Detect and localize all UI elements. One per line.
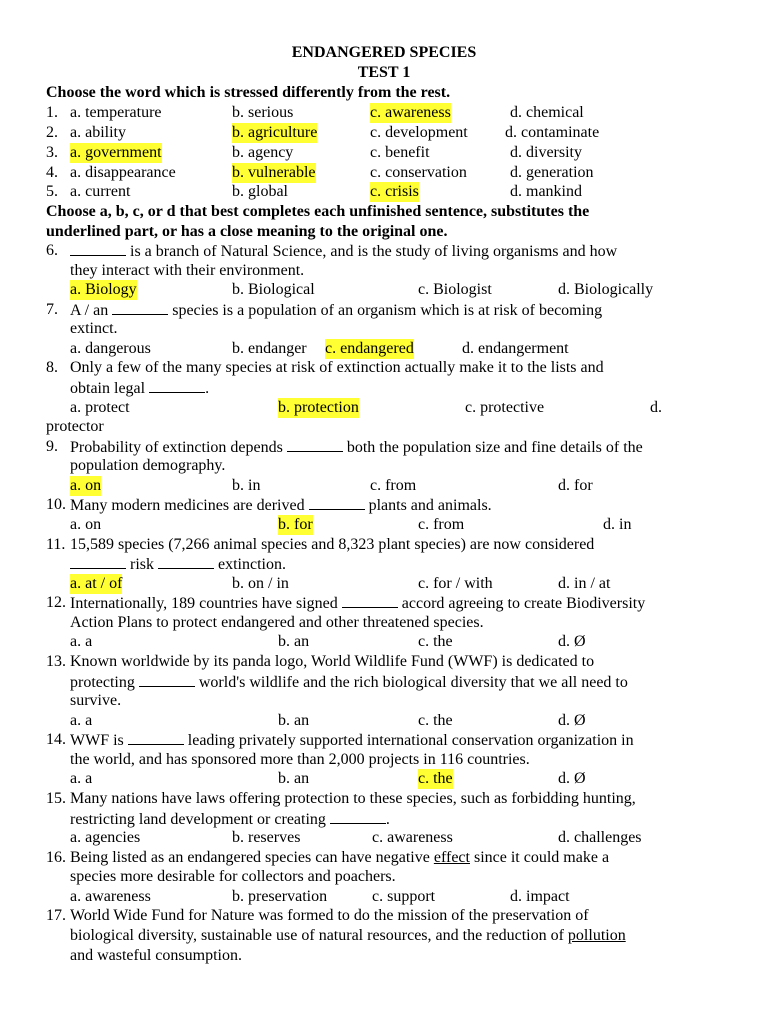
question-number: 15. xyxy=(46,790,66,807)
section2-instruction-line2: underlined part, or has a close meaning to the original one. xyxy=(46,223,448,240)
stem-text: world's wildlife and the rich biological diversity that we all need to xyxy=(198,674,628,691)
stem-text: risk xyxy=(130,556,154,573)
stem-text: biological diversity, sustainable use of natural resources, and the reduction of xyxy=(70,927,564,944)
question-stem-cont: Action Plans to protect endangered and other threatened species. xyxy=(70,614,484,631)
option-b: b. global xyxy=(232,183,288,200)
stem-text: obtain legal xyxy=(70,380,146,397)
option-a: a. protect xyxy=(70,399,130,416)
question-stem xyxy=(70,300,602,321)
option-d: d. generation xyxy=(510,164,594,181)
question-stem-cont: population demography. xyxy=(70,457,226,474)
answer-blank xyxy=(70,241,126,256)
stem-text: extinction. xyxy=(218,556,286,573)
option-b: b. an xyxy=(278,633,310,650)
question-number: 14. xyxy=(46,731,66,748)
question-number: 5. xyxy=(46,183,58,200)
question-number: 10. xyxy=(46,496,66,513)
option-a: a. awareness xyxy=(70,888,151,905)
option-c: c. support xyxy=(372,888,436,905)
option-b-answer: b. for xyxy=(278,516,313,533)
option-d: d. xyxy=(650,399,662,416)
question-number: 11. xyxy=(46,536,66,553)
option-d: d. contaminate xyxy=(505,124,600,141)
question-number: 7. xyxy=(46,301,58,318)
option-c: c. the xyxy=(418,633,453,650)
option-d: d. mankind xyxy=(510,183,582,200)
option-c-answer: c. the xyxy=(418,770,453,787)
option-d: d. in / at xyxy=(558,575,611,592)
answer-blank xyxy=(309,495,365,510)
question-stem-cont: and wasteful consumption. xyxy=(70,947,242,964)
question-number: 8. xyxy=(46,359,58,376)
option-b: b. an xyxy=(278,770,310,787)
option-a-answer: a. government xyxy=(70,144,162,161)
underlined-word: effect xyxy=(433,849,470,866)
question-stem xyxy=(70,593,645,614)
question-stem xyxy=(70,495,492,516)
option-d: d. Biologically xyxy=(558,281,654,298)
answer-blank xyxy=(70,554,126,569)
stem-text: . xyxy=(385,811,390,828)
option-c-answer: c. endangered xyxy=(325,340,414,357)
option-d-cont: protector xyxy=(46,418,104,435)
option-a: a. temperature xyxy=(70,104,162,121)
question-stem: Many nations have laws offering protection to these species, such as forbidding hunting, xyxy=(70,790,636,807)
question-number: 16. xyxy=(46,849,66,866)
stem-text: since it could make a xyxy=(473,849,610,866)
option-d: d. endangerment xyxy=(462,340,569,357)
option-a: a. ability xyxy=(70,124,126,141)
question-stem-cont: species more desirable for collectors and poachers. xyxy=(70,868,396,885)
question-number: 4. xyxy=(46,164,58,181)
question-stem: Known worldwide by its panda logo, World Wildlife Fund (WWF) is dedicated to xyxy=(70,653,595,670)
question-stem-cont: extinct. xyxy=(70,320,118,337)
option-c: c. development xyxy=(370,124,468,141)
option-b: b. on / in xyxy=(232,575,289,592)
answer-blank xyxy=(342,593,398,608)
stem-text: . xyxy=(205,380,210,397)
answer-blank xyxy=(139,672,195,687)
option-c: c. from xyxy=(370,477,417,494)
option-b: b. an xyxy=(278,712,310,729)
answer-blank xyxy=(128,730,184,745)
question-number: 2. xyxy=(46,124,58,141)
answer-blank xyxy=(112,300,168,315)
underlined-word: pollution xyxy=(567,927,626,944)
answer-blank xyxy=(330,809,386,824)
stem-text: plants and animals. xyxy=(368,497,492,514)
question-number: 3. xyxy=(46,144,58,161)
stem-text: Internationally, 189 countries have signed xyxy=(70,595,338,612)
question-number: 1. xyxy=(46,104,58,121)
option-a: a. a xyxy=(70,712,93,729)
option-c: c. for / with xyxy=(418,575,493,592)
stem-text: Probability of extinction depends xyxy=(70,439,283,456)
option-c: c. Biologist xyxy=(418,281,492,298)
option-b: b. endanger xyxy=(232,340,307,357)
option-b: b. agency xyxy=(232,144,294,161)
question-stem xyxy=(70,730,634,751)
option-b: b. reserves xyxy=(232,829,301,846)
answer-blank xyxy=(158,554,214,569)
stem-text: restricting land development or creating xyxy=(70,811,326,828)
option-c: c. awareness xyxy=(372,829,453,846)
option-d: d. chemical xyxy=(510,104,584,121)
stem-text: leading privately supported international conservation organization in xyxy=(187,732,634,749)
option-d: d. for xyxy=(558,477,593,494)
option-d: d. challenges xyxy=(558,829,642,846)
option-a: a. on xyxy=(70,516,102,533)
option-b: b. serious xyxy=(232,104,294,121)
question-number: 13. xyxy=(46,653,66,670)
option-d: d. Ø xyxy=(558,633,586,650)
option-a-answer: a. Biology xyxy=(70,281,137,298)
option-d: d. impact xyxy=(510,888,570,905)
question-stem-cont: they interact with their environment. xyxy=(70,262,305,279)
stem-text: both the population size and fine details of the xyxy=(346,439,643,456)
option-a: a. a xyxy=(70,770,93,787)
page-subtitle: TEST 1 xyxy=(357,64,411,81)
option-a-answer: a. on xyxy=(70,477,102,494)
question-number: 6. xyxy=(46,242,58,259)
question-number: 12. xyxy=(46,594,66,611)
option-c-answer: c. awareness xyxy=(370,104,451,121)
question-number: 9. xyxy=(46,438,58,455)
option-b: b. Biological xyxy=(232,281,315,298)
question-stem-cont xyxy=(70,809,390,830)
option-c: c. protective xyxy=(465,399,545,416)
question-stem: 15,589 species (7,266 animal species and 8,323 plant species) are now considered xyxy=(70,536,595,553)
stem-text: Being listed as an endangered species can have negative xyxy=(70,849,430,866)
option-d: d. Ø xyxy=(558,770,586,787)
option-d: d. diversity xyxy=(510,144,582,161)
option-a: a. dangerous xyxy=(70,340,151,357)
question-number: 17. xyxy=(46,907,66,924)
question-stem-cont xyxy=(70,926,626,946)
question-stem: World Wide Fund for Nature was formed to do the mission of the preservation of xyxy=(70,907,589,924)
option-b-answer: b. vulnerable xyxy=(232,164,316,181)
stem-text: Many modern medicines are derived xyxy=(70,497,305,514)
stem-text: accord agreeing to create Biodiversity xyxy=(401,595,646,612)
question-stem-cont xyxy=(70,672,628,693)
stem-text: protecting xyxy=(70,674,135,691)
option-a-answer: a. at / of xyxy=(70,575,123,592)
option-a: a. current xyxy=(70,183,131,200)
question-stem xyxy=(70,241,617,262)
option-c: c. benefit xyxy=(370,144,430,161)
section2-instruction-line1: Choose a, b, c, or d that best completes each unfinished sentence, substitutes the xyxy=(46,203,590,220)
question-stem xyxy=(70,848,609,868)
question-stem: Only a few of the many species at risk of extinction actually make it to the lists and xyxy=(70,359,604,376)
option-d: d. Ø xyxy=(558,712,586,729)
question-stem-cont: survive. xyxy=(70,692,122,709)
stem-text: WWF is xyxy=(70,732,124,749)
stem-text: A / an xyxy=(70,302,109,319)
option-b-answer: b. agriculture xyxy=(232,124,318,141)
question-stem-cont xyxy=(70,378,209,399)
section1-instruction: Choose the word which is stressed differently from the rest. xyxy=(46,84,451,101)
option-c-answer: c. crisis xyxy=(370,183,419,200)
option-a: a. agencies xyxy=(70,829,141,846)
option-a: a. a xyxy=(70,633,93,650)
option-b: b. in xyxy=(232,477,261,494)
option-a: a. disappearance xyxy=(70,164,176,181)
stem-text: is a branch of Natural Science, and is the study of living organisms and how xyxy=(130,243,618,260)
option-c: c. the xyxy=(418,712,453,729)
page-title: ENDANGERED SPECIES xyxy=(291,44,477,61)
answer-blank xyxy=(287,437,343,452)
question-stem-cont: the world, and has sponsored more than 2,000 projects in 116 countries. xyxy=(70,751,530,768)
option-d: d. in xyxy=(603,516,632,533)
option-c: c. conservation xyxy=(370,164,467,181)
question-stem xyxy=(70,437,643,458)
answer-blank xyxy=(149,378,205,393)
option-c: c. from xyxy=(418,516,465,533)
question-stem-cont xyxy=(70,554,286,575)
stem-text: species is a population of an organism which is at risk of becoming xyxy=(172,302,603,319)
option-b: b. preservation xyxy=(232,888,328,905)
option-b-answer: b. protection xyxy=(278,399,359,416)
